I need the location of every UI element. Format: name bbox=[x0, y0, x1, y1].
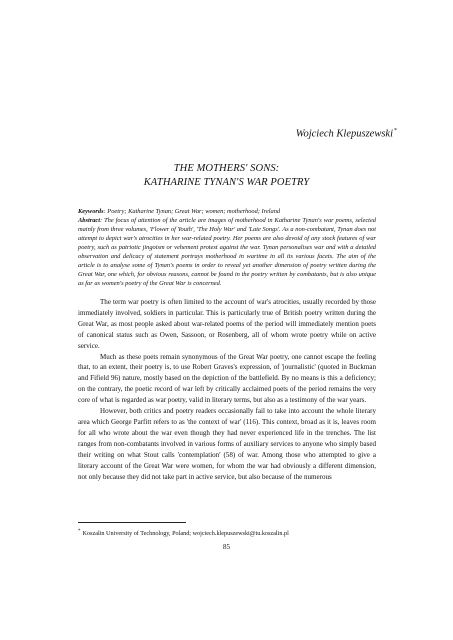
author-name bbox=[296, 128, 397, 140]
footnote-text: Koszalin University of Technology, Poland; wojciech.klepuszewski@tu.koszalin.pl bbox=[82, 530, 289, 538]
body-paragraph-2: Much as these poets remain synonymous of the Great War poetry, one cannot escape the feeling that, to an extent, their poetry is, to use Robert Graves's expression, of 'journalistic' (quoted in Buckman and Fifield 96) nature, mostly based on the depiction of the battlefield. By no means is this a deficiency; on the contrary, the poetic record of war left by critically acclaimed poets of the period remains the very core of what is regarded as war poetry, valid in literary terms, but also as a testimony of the war years. bbox=[78, 352, 376, 405]
title-line-2: KATHARINE TYNAN'S WAR POETRY bbox=[143, 177, 310, 188]
footnote-separator bbox=[78, 522, 186, 523]
abstract-paragraph bbox=[78, 216, 376, 288]
footnote-mark: * bbox=[78, 529, 81, 534]
abstract-block bbox=[78, 207, 376, 288]
page-number: 85 bbox=[223, 543, 230, 551]
body-paragraph-3: However, both critics and poetry readers occasionally fail to take into account the whole literary area which George Parfitt refers to as 'the context of war' (116). This context, broad as it is, leaves room for all who wrote about the war even though they had never experienced life in the trenches. The list ranges from non-combatants involved in various forms of auxiliary services to anyone who simply based their writing on what Stout calls 'contemplation' (58) of war. Among those who attempted to give a literary account of the Great War were women, for whom the war had obviously a different dimension, not only because they did not take part in active service, but also because of the numerous bbox=[78, 407, 376, 481]
keywords-line bbox=[78, 207, 376, 216]
footnote bbox=[78, 528, 378, 538]
author-footnote-mark: * bbox=[394, 128, 397, 134]
author-name-text: Wojciech Klepuszewski bbox=[295, 128, 393, 140]
article-title bbox=[0, 162, 453, 190]
keywords-text: : Poetry; Katharine Tynan; Great War; women; motherhood; Ireland bbox=[103, 208, 281, 215]
body-paragraph-1: The term war poetry is often limited to the account of war's atrocities, usually recorded by those immediately involved, soldiers in particular. This is particularly true of British poetry written during the Great War, as most people asked about war-related poems of the period will immediately mention poets of canonical status such as Owen, Sassoon, or Rosenberg, all of whom wrote poetry while on active service. bbox=[78, 298, 376, 350]
abstract-label: Abstract bbox=[78, 217, 101, 225]
title-line-1: THE MOTHERS' SONS: bbox=[173, 163, 280, 174]
body-text bbox=[78, 297, 376, 482]
abstract-text: : The focus of attention of the article are images of motherhood in Katharine Tynan's war poems, selected mainly from three volumes, 'Flower of Youth', 'The Holy War' and 'Late Songs'. As a non-combatant, Tynan does not attempt to depict war's atrocities in her war-related poetry. Her poems are also devoid of any stock features of war poetry, such as patriotic jingoism or vehement protest against the war. Tynan personalises war and with a detailed observation and delicacy of statement portrays motherhood in wartime in all its various facets. The aim of the article is to analyse some of Tynan's poems in order to reveal yet another dimension of poetry written during the Great War, one which, for obvious reasons, cannot be found in the poetry written by combatants, but is also unique as far as women's poetry of the Great War is concerned. bbox=[78, 217, 376, 288]
keywords-label: Keywords bbox=[78, 208, 104, 215]
